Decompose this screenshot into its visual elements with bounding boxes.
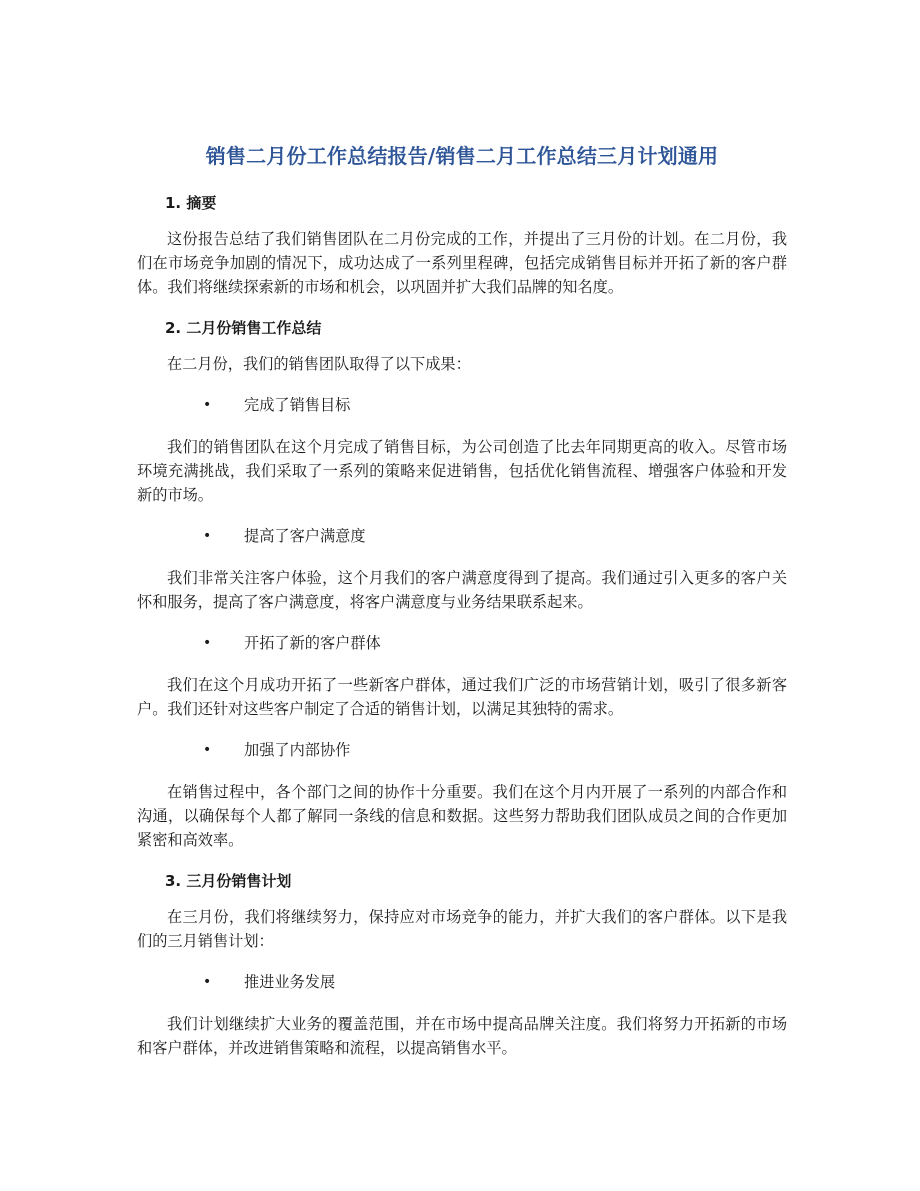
bullet-label: 开拓了新的客户群体: [244, 634, 381, 652]
bullet-icon: •: [203, 974, 212, 990]
bullet-paragraph: 在销售过程中，各个部门之间的协作十分重要。我们在这个月内开展了一系列的内部合作和沟通，以确保每个人都了解同一条线的信息和数据。这些努力帮助我们团队成员之间的合作更加紧密和高效率。: [137, 783, 787, 849]
section-heading-march-plan: 3. 三月份销售计划: [165, 872, 292, 890]
bullet-label: 提高了客户满意度: [244, 527, 366, 545]
section-heading-february-summary: 2. 二月份销售工作总结: [165, 319, 322, 337]
bullet-icon: •: [203, 397, 212, 413]
summary-paragraph: 这份报告总结了我们销售团队在二月份完成的工作，并提出了三月份的计划。在二月份，我们在市场竞争加剧的情况下，成功达成了一系列里程碑，包括完成销售目标并开拓了新的客户群体。我们将继续探索新的市场和机会，以巩固并扩大我们品牌的知名度。: [137, 230, 787, 296]
section-heading-summary: 1. 摘要: [165, 194, 217, 212]
bullet-icon: •: [203, 635, 212, 651]
bullet-item: [137, 738, 787, 762]
bullet-paragraph: 我们的销售团队在这个月完成了销售目标，为公司创造了比去年同期更高的收入。尽管市场环境充满挑战，我们采取了一系列的策略来促进销售，包括优化销售流程、增强客户体验和开发新的市场。: [137, 438, 787, 504]
bullet-paragraph: 我们计划继续扩大业务的覆盖范围，并在市场中提高品牌关注度。我们将努力开拓新的市场和客户群体，并改进销售策略和流程，以提高销售水平。: [137, 1015, 787, 1057]
bullet-icon: •: [203, 742, 212, 758]
document-page: [137, 140, 787, 1077]
bullet-label: 推进业务发展: [244, 973, 336, 991]
bullet-label: 完成了销售目标: [244, 396, 351, 414]
bullet-paragraph: 我们非常关注客户体验，这个月我们的客户满意度得到了提高。我们通过引入更多的客户关怀和服务，提高了客户满意度，将客户满意度与业务结果联系起来。: [137, 569, 787, 611]
bullet-item: [137, 524, 787, 548]
bullet-label: 加强了内部协作: [244, 741, 351, 759]
bullet-item: [137, 970, 787, 994]
document-title: 销售二月份工作总结报告/销售二月工作总结三月计划通用: [205, 144, 719, 168]
bullet-item: [137, 631, 787, 655]
bullet-icon: •: [203, 528, 212, 544]
bullet-paragraph: 我们在这个月成功开拓了一些新客户群体，通过我们广泛的市场营销计划，吸引了很多新客户。我们还针对这些客户制定了合适的销售计划，以满足其独特的需求。: [137, 676, 787, 718]
march-intro-paragraph: 在三月份，我们将继续努力，保持应对市场竞争的能力，并扩大我们的客户群体。以下是我们的三月销售计划：: [137, 908, 787, 950]
bullet-item: [137, 393, 787, 417]
february-intro-paragraph: 在二月份，我们的销售团队取得了以下成果：: [167, 355, 471, 373]
